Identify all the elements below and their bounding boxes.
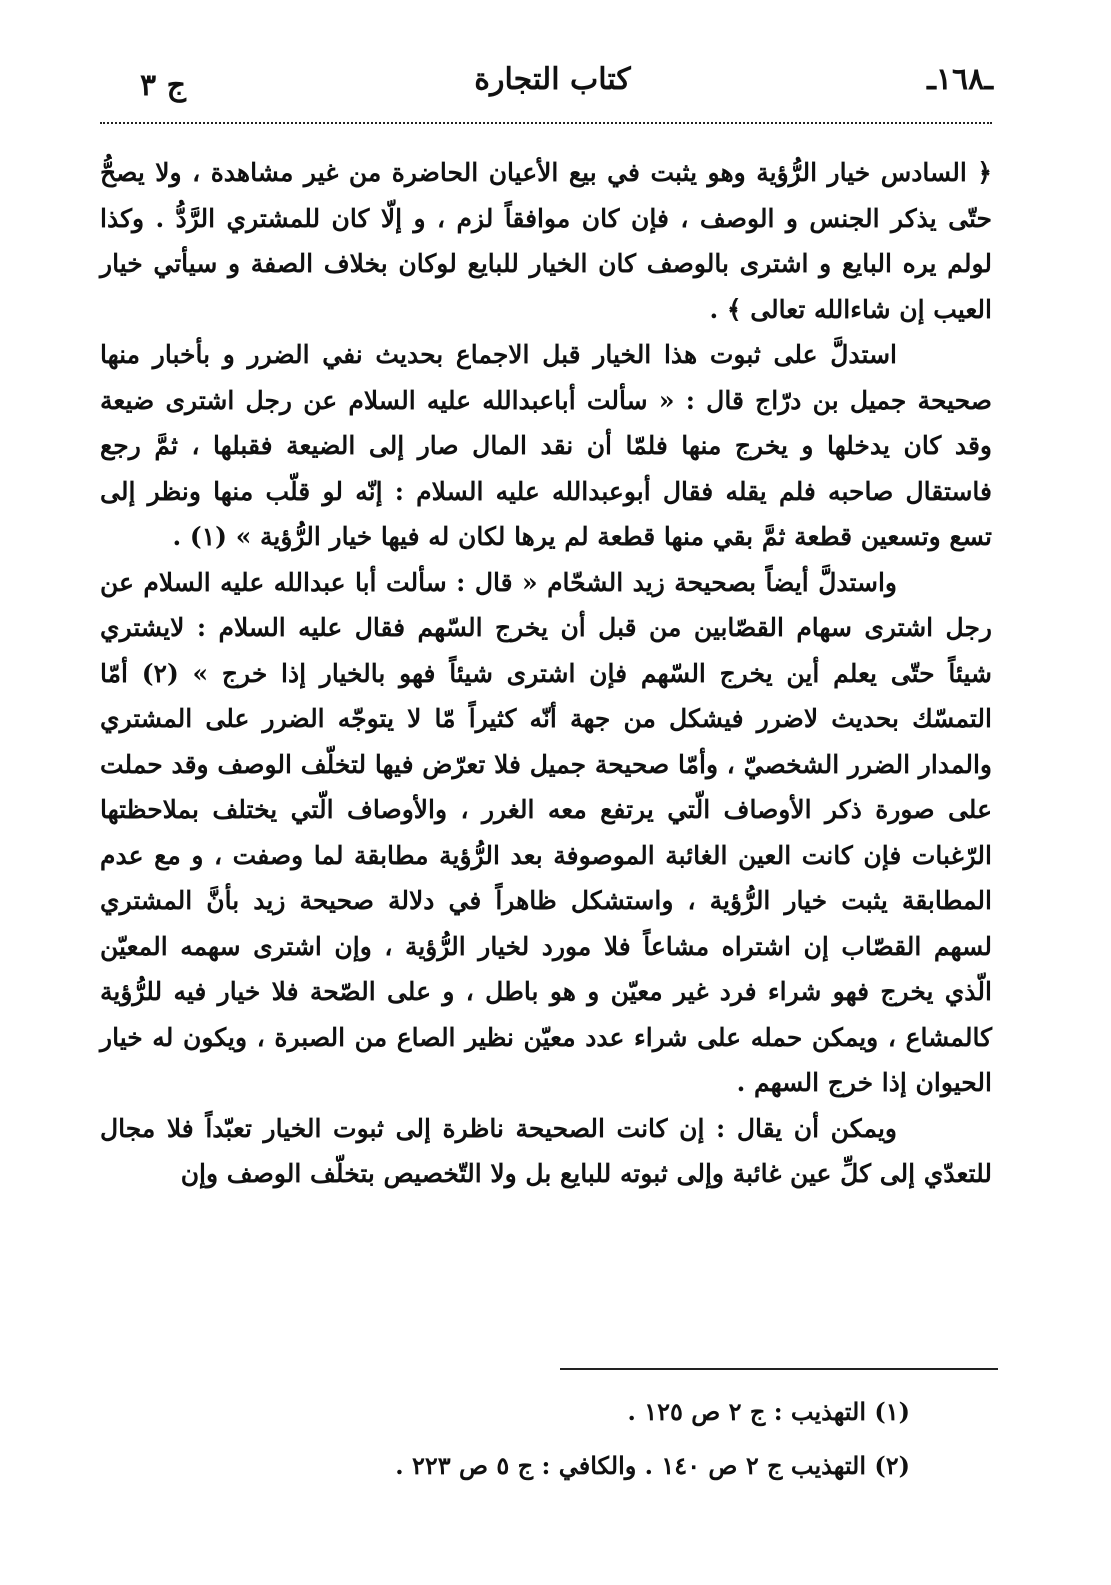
page-number: ـ١٦٨ـ xyxy=(927,62,993,97)
paragraph-evidence: استدلَّ على ثبوت هذا الخيار قبل الاجماع بحديث نفي الضرر و بأخبار منها صحيحة جميل بن درّاج قال : « سألت أباعبدالله عليه السلام عن رجل اشترى ضيعة وقد كان يدخلها و يخرج منها فلمّا أن نقد المال صار إلى الضيعة فقبلها ، ثمَّ رجع فاستقال صاحبه فلم يقله فقال أبوعبدالله عليه السلام : إنّه لو قلّب منها ونظر إلى تسع وتسعين قطعة ثمَّ بقي منها قطعة لم يرها لكان له فيها خيار الرُّؤية » (١) . xyxy=(100,340,992,551)
running-title: كتاب التجارة xyxy=(474,62,631,97)
footnote-2: (٢) التهذيب ج ٢ ص ١٤٠ . والكافي : ج ٥ ص ٢٢٣ . xyxy=(395,1451,910,1480)
header-divider xyxy=(100,122,992,124)
main-text xyxy=(100,150,992,1197)
footnote-1: (١) التهذيب : ج ٢ ص ١٢٥ . xyxy=(627,1397,910,1426)
footnotes xyxy=(100,1385,910,1493)
volume-label: ج ٣ xyxy=(140,68,186,103)
paragraph-quoted-text: ﴿ السادس خيار الرُّؤية وهو يثبت في بيع الأعيان الحاضرة من غير مشاهدة ، ولا يصحُّ حتّى يذكر الجنس و الوصف ، فإن كان موافقاً لزم ، و إلّا كان للمشتري الرَّدُّ . وكذا لولم يره البايع و اشترى بالوصف كان الخيار للبايع لوكان بخلاف الصفة و سيأتي خيار العيب إن شاءالله تعالى ﴾ . xyxy=(100,158,992,324)
footnote-divider xyxy=(560,1368,998,1370)
page-header xyxy=(100,62,1005,112)
paragraph-conclusion: ويمكن أن يقال : إن كانت الصحيحة ناظرة إلى ثبوت الخيار تعبّداً فلا مجال للتعدّي إلى كلِّ عين غائبة وإلى ثبوته للبايع بل ولا التّخصيص بتخلّف الوصف وإن xyxy=(100,1113,992,1188)
paragraph-second-evidence: واستدلَّ أيضاً بصحيحة زيد الشحّام « قال : سألت أبا عبدالله عليه السلام عن رجل اشترى سهام القصّابين من قبل أن يخرج السّهم فقال عليه السلام : لايشتري شيئاً حتّى يعلم أين يخرج السّهم فإن اشترى شيئاً فهو بالخيار إذا خرج » (٢) أمّا التمسّك بحديث لاضرر فيشكل من جهة أنّه كثيراً مّا لا يتوجّه الضرر على المشتري والمدار الضرر الشخصيّ ، وأمّا صحيحة جميل فلا تعرّض فيها لتخلّف الوصف وقد حملت على صورة ذكر الأوصاف الّتي يرتفع معه الغرر ، والأوصاف الّتي يختلف بملاحظتها الرّغبات فإن كانت العين الغائبة الموصوفة بعد الرُّؤية مطابقة لما وصفت ، و مع عدم المطابقة يثبت خيار الرُّؤية ، واستشكل ظاهراً في دلالة صحيحة زيد بأنَّ المشتري لسهم القصّاب إن اشتراه مشاعاً فلا مورد لخيار الرُّؤية ، وإن اشترى سهمه المعيّن الّذي يخرج فهو شراء فرد غير معيّن و هو باطل ، و على الصّحة فلا خيار فيه للرُّؤية كالمشاع ، ويمكن حمله على شراء عدد معيّن نظير الصاع من الصبرة ، ويكون له خيار الحيوان إذا خرج السهم . xyxy=(100,567,992,1097)
